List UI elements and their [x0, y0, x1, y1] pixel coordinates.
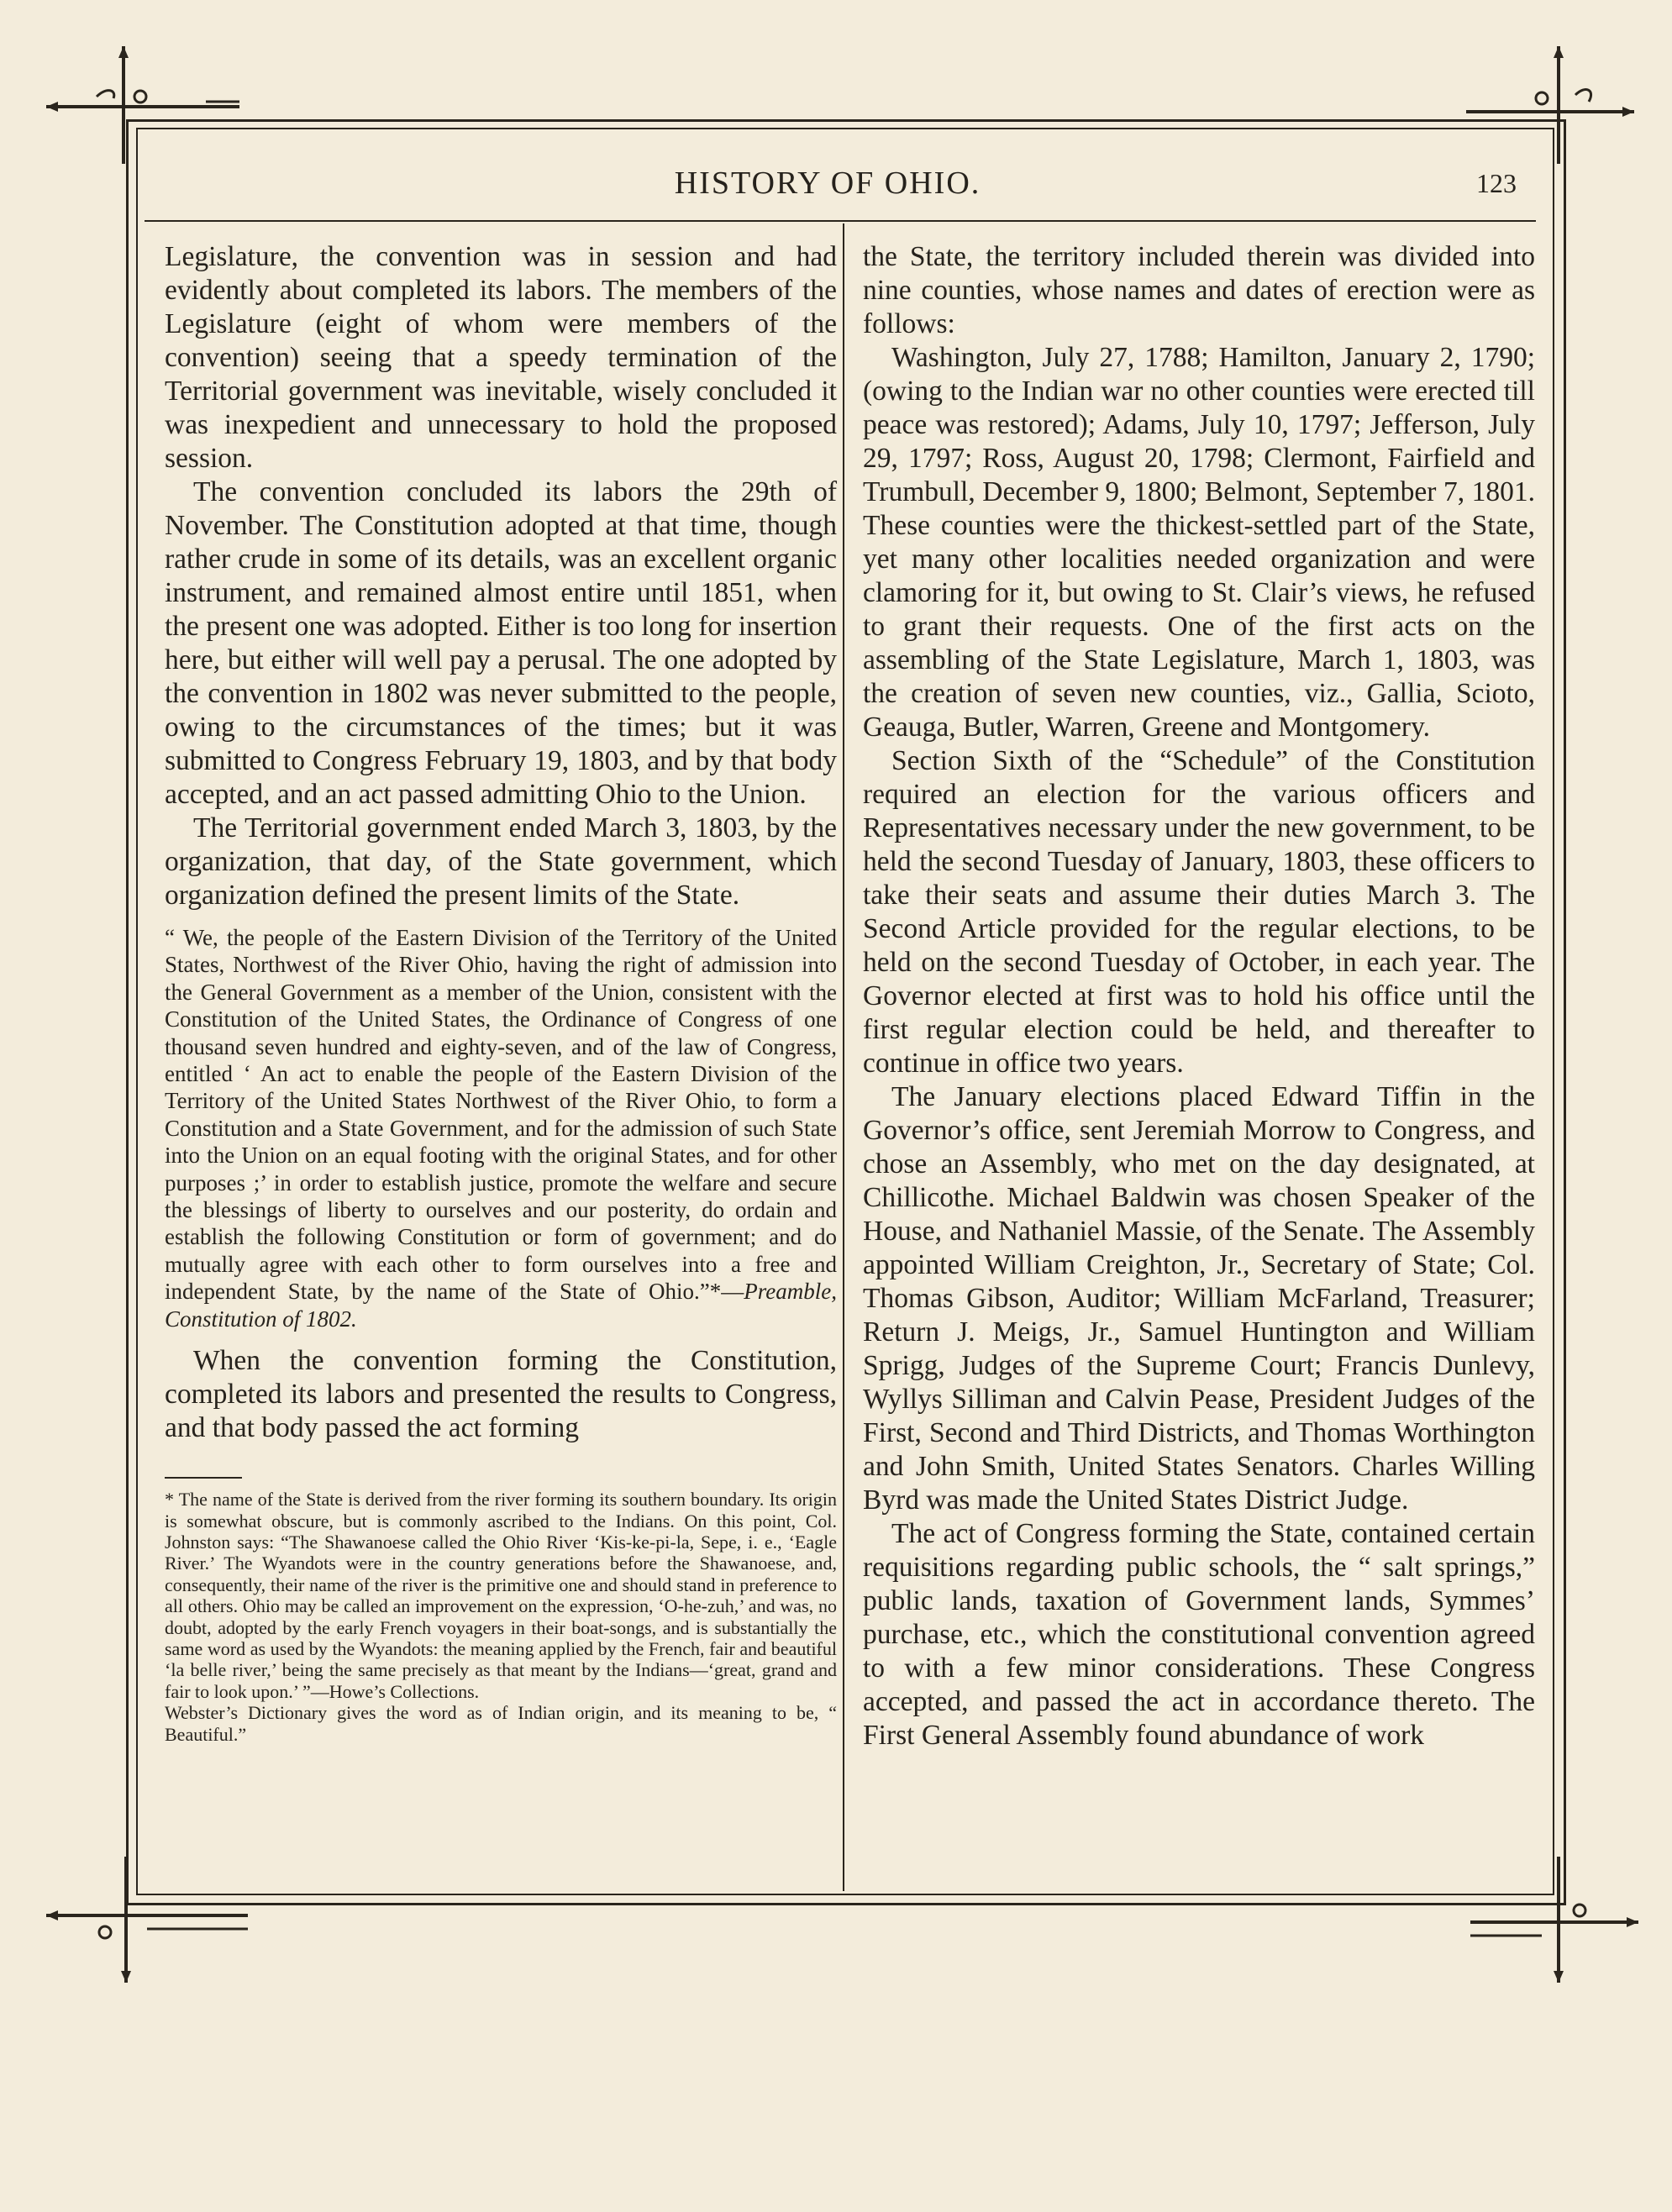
header-rule	[145, 220, 1536, 222]
page-number: 123	[1476, 168, 1517, 198]
corner-ornament-top-left	[46, 46, 239, 164]
preamble-quote	[165, 924, 837, 1332]
right-column	[863, 240, 1535, 1752]
paragraph: Section Sixth of the “Schedule” of the Constitution required an election for the various officers and Representatives necessary under the new government, to be held the second Tuesday of January, 1803, these officers to take their seats and assume their duties March 3. The Second Article provided for the regular elections, to be held on the second Tuesday of October, in each year. The Governor elected at first was to hold his office until the first regular election could be held, and thereafter to continue in office two years.	[863, 745, 1535, 1079]
paragraph: the State, the territory included therein was divided into nine counties, whose names and dates of erection were as follows:	[863, 241, 1535, 339]
column-divider	[843, 223, 844, 1891]
footnote: * The name of the State is derived from the river forming its southern boundary. Its origin is somewhat obscure, but is commonly ascribed to the Indians. On this point, Col. Johnston says: “The Shawanoese called the Ohio River ‘Kis-ke-pi-la, Sepe, i. e., ‘Eagle River.’ The Wyandots were in the country generations before the Shawanoese, and, consequently, their name of the river is the primitive one and should stand in preference to all others. Ohio may be called an improvement on the expression, ‘O-he-zuh,’ and was, no doubt, adopted by the early French voyagers in their boat-songs, and is substantially the same word as used by the Wyandots: the meaning applied by the French, fair and beautiful ‘la belle river,’ being the same precisely as that meant by the Indians—‘great, grand and fair to look upon.’ ”—Howe’s Collections.	[165, 1489, 837, 1702]
quote-text: “ We, the people of the Eastern Division of the Territory of the United States, Northwest of the River Ohio, having the right of admission into the General Government as a member of the Union, consistent with the Constitution of the United States, the Ordinance of Congress of one thousand seven hundred and eighty-seven, and of the law of Congress, entitled ‘ An act to enable the people of the Eastern Division of the Territory of the United States Northwest of the River Ohio, to form a Constitution and a State Government, and for the admission of such State into the Union on an equal footing with the original States, and for other purposes ;’ in order to establish justice, promote the welfare and secure the blessings of liberty to ourselves and our posterity, do ordain and establish the following Constitution or form of government; and do mutually agree with each other to form ourselves into a free and independent State, by the name of the State of Ohio.”*—	[165, 925, 837, 1305]
paragraph: The January elections placed Edward Tiffin in the Governor’s office, sent Jeremiah Morrow to Congress, and chose an Assembly, who met on the day designated, at Chillicothe. Michael Baldwin was chosen Speaker of the House, and Nathaniel Massie, of the Senate. The Assembly appointed William Creighton, Jr., Secretary of State; Col. Thomas Gibson, Auditor; William McFarland, Treasurer; Return J. Meigs, Jr., Samuel Huntington and William Sprigg, Judges of the Supreme Court; Francis Dunlevy, Wyllys Silliman and Calvin Pease, President Judges of the First, Second and Third Districts, and Thomas Worthington and John Smith, United States Senators. Charles Willing Byrd was made the United States District Judge.	[863, 1081, 1535, 1516]
paragraph: The act of Congress forming the State, contained certain requisitions regarding public schools, the “ salt springs,” public lands, taxation of Government lands, Symmes’ purchase, etc., which the constitutional convention agreed to with a few minor considerations. These Congress accepted, and passed the act in accordance thereto. The First General Assembly found abundance of work	[863, 1518, 1535, 1751]
left-column	[165, 240, 837, 1745]
corner-ornament-bottom-left	[46, 1857, 248, 1983]
footnote-rule	[165, 1477, 242, 1479]
quote-citation: Preamble, Constitution of 1802.	[165, 1279, 837, 1332]
paragraph: The Territorial government ended March 3, 1803, by the organization, that day, of the State government, which organization defined the present limits of the State.	[165, 812, 837, 911]
running-title: HISTORY OF OHIO.	[674, 166, 981, 201]
paragraph: Legislature, the convention was in session and had evidently about completed its labors. The members of the Legislature (eight of whom were members of the convention) seeing that a speedy termination of the Territorial government was inevitable, wisely concluded it was inexpedient and unnecessary to hold the proposed session.	[165, 241, 837, 474]
corner-ornament-bottom-right	[1470, 1857, 1638, 1983]
paragraph: Washington, July 27, 1788; Hamilton, January 2, 1790; (owing to the Indian war no other counties were erected till peace was restored); Adams, July 10, 1797; Jefferson, July 29, 1797; Ross, August 20, 1798; Clermont, Fairfield and Trumbull, December 9, 1800; Belmont, September 7, 1801. These counties were the thickest-settled part of the State, yet many other localities needed organization and were clamoring for it, but owing to St. Clair’s views, he refused to grant their requests. One of the first acts on the assembling of the State Legislature, March 1, 1803, was the creation of seven new counties, viz., Gallia, Scioto, Geauga, Butler, Warren, Greene and Montgomery.	[863, 342, 1535, 743]
page-header	[139, 160, 1517, 210]
paragraph: When the convention forming the Constitution, completed its labors and presented the results to Congress, and that body passed the act forming	[165, 1345, 837, 1444]
footnote: Webster’s Dictionary gives the word as of Indian origin, and its meaning to be, “ Beautiful.”	[165, 1702, 837, 1745]
corner-ornament-top-right	[1466, 46, 1634, 164]
paragraph: The convention concluded its labors the 29th of November. The Constitution adopted at that time, though rather crude in some of its details, was an excellent organic instrument, and remained almost entire until 1851, when the present one was adopted. Either is too long for insertion here, but either will well pay a perusal. The one adopted by the convention in 1802 was never submitted to the people, owing to the circumstances of the times; but it was submitted to Congress February 19, 1803, and by that body accepted, and an act passed admitting Ohio to the Union.	[165, 476, 837, 810]
